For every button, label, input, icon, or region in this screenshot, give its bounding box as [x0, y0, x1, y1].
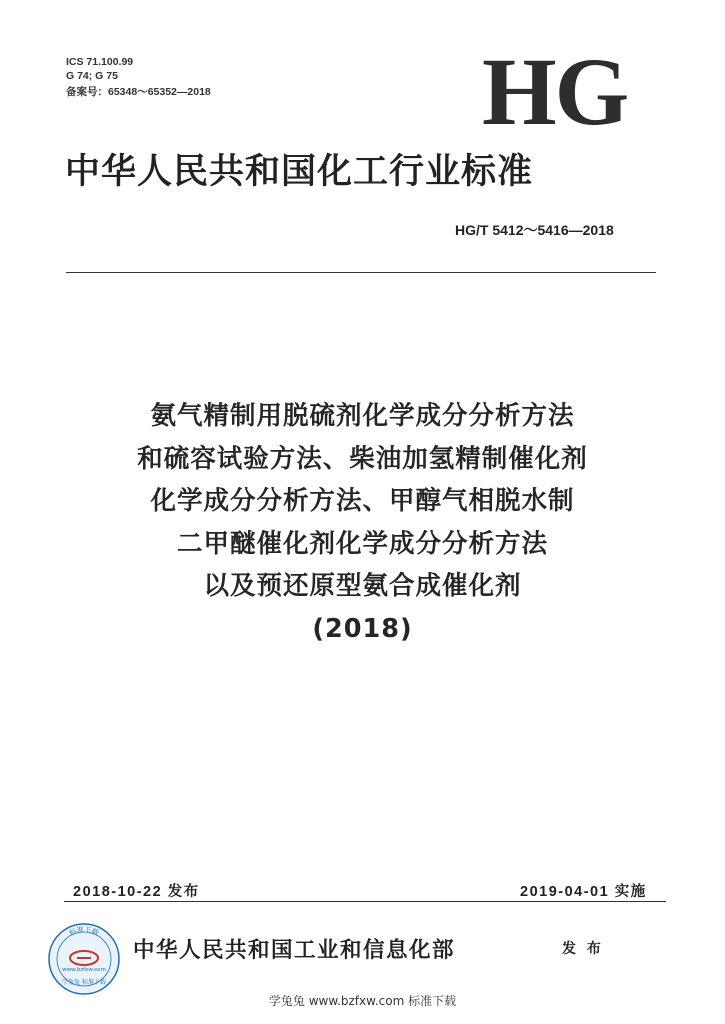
title-line-4: 二甲醚催化剂化学成分分析方法	[176, 528, 548, 559]
title-year: (2018)	[312, 613, 413, 644]
issue-date: 2018-10-22 发布	[73, 884, 200, 900]
seal-text-middle: www.bzfxw.com	[62, 967, 106, 973]
effective-date: 2019-04-01 实施	[520, 884, 647, 900]
hg-logo: HG	[482, 38, 628, 145]
watermark-seal-icon	[47, 922, 121, 996]
footer-divider	[64, 901, 666, 902]
publisher-name: 中华人民共和国工业和信息化部	[133, 938, 456, 963]
ics-code: ICS 71.100.99	[66, 56, 134, 68]
ccs-code: G 74; G 75	[66, 70, 118, 82]
filing-number: 备案号：65348～65352—2018	[66, 86, 211, 98]
publish-label: 发 布	[562, 941, 604, 957]
standard-code: HG/T 5412～5416—2018	[455, 222, 614, 238]
footer-watermark: 学兔兔 www.bzfxw.com 标准下载	[268, 994, 457, 1008]
title-line-5: 以及预还原型氨合成催化剂	[203, 571, 522, 601]
seal-text-top: 标准下载	[68, 925, 100, 938]
seal-text-bottom: 学兔兔 标准下载	[62, 979, 106, 986]
document-title	[0, 395, 725, 650]
standard-title: 中华人民共和国化工行业标准	[65, 152, 534, 192]
title-line-2: 和硫容试验方法、柴油加氢精制催化剂	[137, 443, 588, 474]
title-line-1: 氨气精制用脱硫剂化学成分分析方法	[150, 401, 575, 431]
title-line-3: 化学成分分析方法、甲醇气相脱水制	[150, 486, 575, 516]
header-divider	[66, 272, 656, 273]
